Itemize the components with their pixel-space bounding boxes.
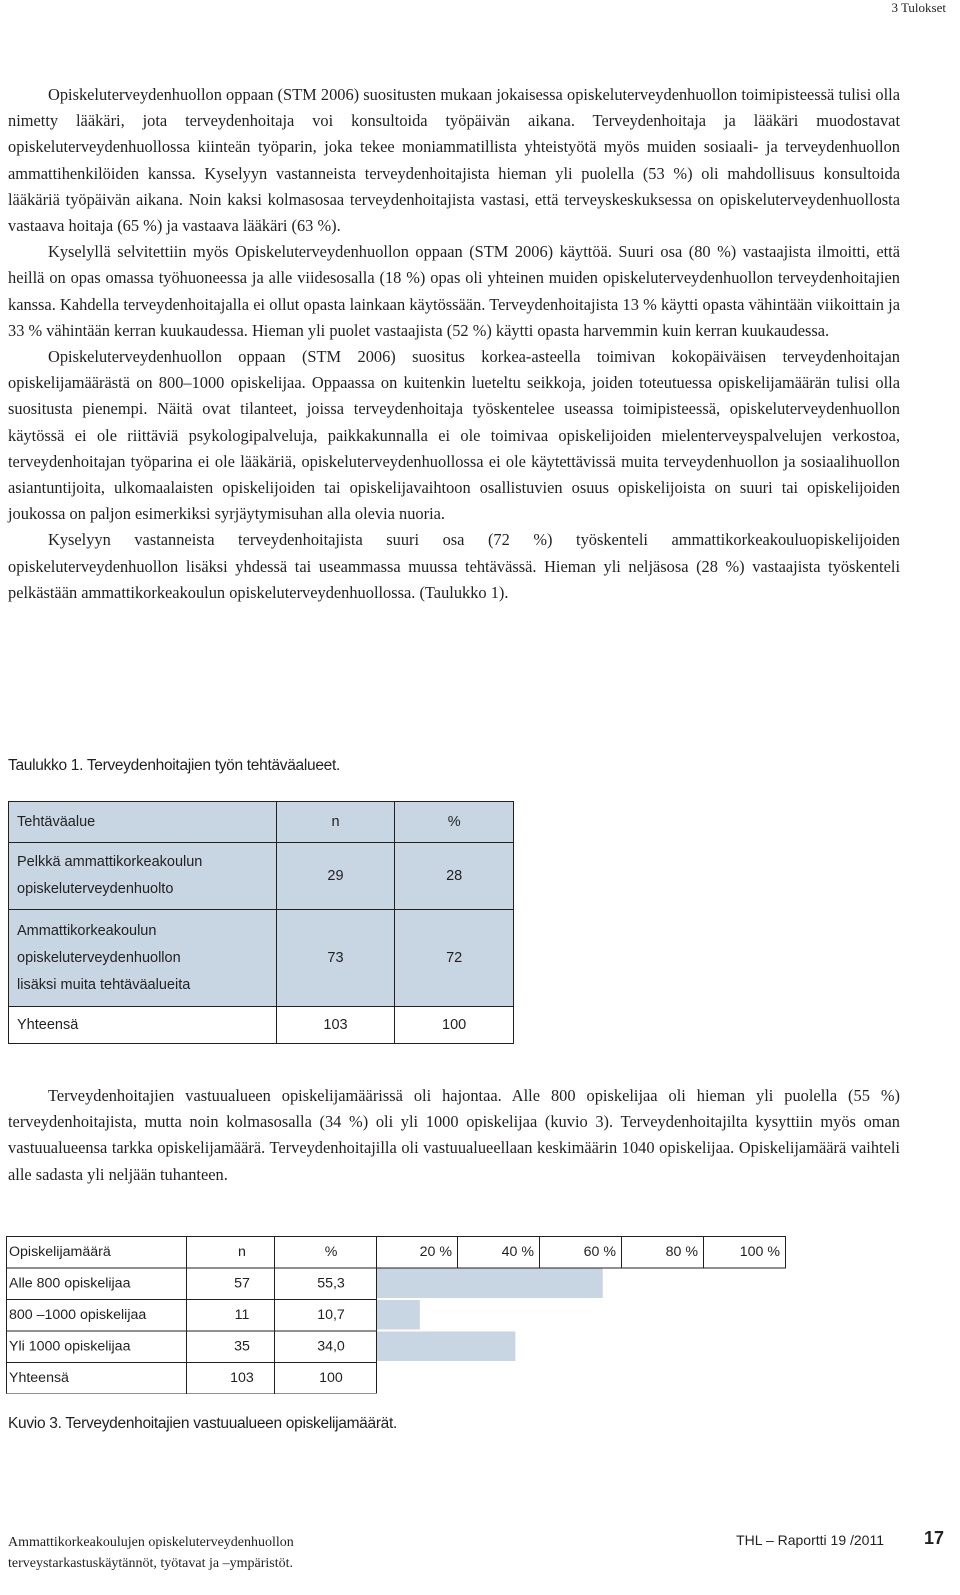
footer-line: Ammattikorkeakoulujen opiskeluterveydenhuollon bbox=[8, 1535, 294, 1550]
row-label-line: Pelkkä ammattikorkeakoulun bbox=[17, 854, 203, 870]
table-caption: Taulukko 1. Terveydenhoitajien työn tehtäväalueet. bbox=[8, 757, 340, 774]
row-label-line: Ammattikorkeakoulun bbox=[17, 922, 157, 939]
chart-svg bbox=[6, 1236, 796, 1394]
row-pct: 34,0 bbox=[317, 1338, 345, 1355]
category-label: 800 –1000 opiskelijaa bbox=[9, 1307, 147, 1323]
row-n: 73 bbox=[276, 910, 395, 1007]
row-pct: 10,7 bbox=[317, 1307, 345, 1323]
total-n: 103 bbox=[276, 1007, 395, 1044]
row-pct: 72 bbox=[395, 910, 514, 1007]
tick-label: 20 % bbox=[419, 1244, 452, 1260]
paragraph: Opiskeluterveydenhuollon oppaan (STM 2006) suositus korkea-asteella toimivan kokopäiväisen terveydenhoitajan opiskelijamäärästä on 800–1000 opiskelijaa. Oppaassa on kuitenkin lueteltu seikkoja, joiden toteutuessa opiskelijamäärän tulisi olla suositusta pienempi. Näitä ovat tilanteet, joissa terveydenhoitaja työskentelee useassa toimipisteessä, opiskeluterveydenhuollon käytössä ei ole riittäviä psykologipalveluja, paikkakunnalla ei ole toimivaa opiskelijoiden mielenterveyspalvelujen verkostoa, terveydenhoitajan työparina ei ole lääkäriä, opiskeluterveydenhuollossa ei ole käytettävissä muita terveydenhuollon ja sosiaalihuollon asiantuntijoita, ulkomaalaisten opiskelijoiden tai opiskelijavaihtoon osallistuvien osuus opiskelijoista on suuri tai opiskelijoiden joukossa on paljon esimerkiksi syrjäytymisuhan alla olevia nuoria. bbox=[8, 347, 900, 524]
row-label bbox=[9, 910, 277, 1007]
row-label-line: opiskeluterveydenhuollon bbox=[17, 949, 181, 966]
figure-caption: Kuvio 3. Terveydenhoitajien vastuualueen opiskelijamäärät. bbox=[8, 1415, 398, 1432]
header-pct: % bbox=[324, 1244, 338, 1260]
tick-label: 100 % bbox=[739, 1244, 780, 1260]
row-n: 35 bbox=[234, 1338, 250, 1355]
total-label: Yhteensä bbox=[9, 1370, 69, 1386]
page-number: 17 bbox=[923, 1528, 944, 1548]
paragraph: Opiskeluterveydenhuollon oppaan (STM 2006) suositusten mukaan jokaisessa opiskeluterveydenhuollon toimipisteessä tulisi olla nimetty lääkäri, jota terveydenhoitaja voi konsultoida työpäivän aikana. Terveydenhoitaja ja lääkäri muodostavat opiskeluterveydenhuollossa kiinteän työparin, joka tekee moniammatillista yhteistyötä myös muiden sosiaali- ja terveydenhuollon ammattihenkilöiden kanssa. Kyselyyn vastanneista terveydenhoitajista hieman yli puolella (53 %) oli mahdollisuus konsultoida lääkäriä työpäivän aikana. Noin kaksi kolmasosaa terveydenhoitajista vastasi, että terveyskeskuksessa on opiskeluterveydenhuollosta vastaava hoitaja (65 %) ja vastaava lääkäri (63 %). bbox=[8, 85, 900, 236]
table-header-row bbox=[9, 802, 514, 843]
running-header: 3 Tulokset bbox=[891, 0, 946, 15]
table-row bbox=[9, 843, 514, 910]
row-n: 11 bbox=[234, 1307, 250, 1323]
header-n: n bbox=[238, 1244, 246, 1260]
body-text-section-2 bbox=[8, 1083, 900, 1188]
total-pct: 100 bbox=[395, 1007, 514, 1044]
footer-left bbox=[8, 1532, 294, 1574]
table-row bbox=[9, 910, 514, 1007]
total-pct: 100 bbox=[319, 1370, 343, 1386]
chart-bar bbox=[376, 1332, 515, 1362]
category-label: Alle 800 opiskelijaa bbox=[9, 1275, 131, 1292]
row-n: 57 bbox=[234, 1275, 250, 1292]
student-count-chart bbox=[6, 1236, 796, 1394]
header-cell-n: n bbox=[276, 802, 395, 843]
header-cell-task-area: Tehtäväalue bbox=[9, 802, 277, 843]
chart-bar bbox=[376, 1269, 603, 1299]
header-label: Opiskelijamäärä bbox=[9, 1244, 111, 1260]
task-area-table bbox=[8, 801, 514, 1044]
footer-line: terveystarkastuskäytännöt, työtavat ja –ympäristöt. bbox=[8, 1556, 293, 1571]
category-label: Yli 1000 opiskelijaa bbox=[9, 1338, 131, 1355]
row-label-line: lisäksi muita tehtäväalueita bbox=[17, 976, 191, 993]
total-n: 103 bbox=[230, 1370, 254, 1386]
table-total-row bbox=[9, 1007, 514, 1044]
row-label bbox=[9, 843, 277, 910]
header-cell-pct: % bbox=[395, 802, 514, 843]
body-text-section-1 bbox=[8, 82, 900, 606]
paragraph: Terveydenhoitajien vastuualueen opiskelijamäärissä oli hajontaa. Alle 800 opiskelijaa oli hieman yli puolella (55 %) terveydenhoitajista, mutta noin kolmasosalla (34 %) oli yli 1000 opiskelijaa (kuvio 3). Terveydenhoitajilta kysyttiin myös oman vastuualueensa tarkka opiskelijamäärä. Terveydenhoitajilla oli vastuualueellaan keskimäärin 1040 opiskelijaa. Opiskelijamäärä vaihteli alle sadasta yli neljään tuhanteen. bbox=[8, 1086, 900, 1184]
row-n: 29 bbox=[276, 843, 395, 910]
paragraph: Kyselyyn vastanneista terveydenhoitajista suuri osa (72 %) työskenteli ammattikorkeakouluopiskelijoiden opiskeluterveydenhuollon lisäksi yhdessä tai useammassa muussa tehtävässä. Hieman yli neljäsosa (28 %) vastaajista työskenteli pelkästään ammattikorkeakoulun opiskeluterveydenhuollossa. (Taulukko 1). bbox=[8, 530, 900, 602]
total-label: Yhteensä bbox=[9, 1007, 277, 1044]
footer-report-id: THL – Raportti 19 /2011 bbox=[736, 1532, 884, 1548]
row-label-line: opiskeluterveydenhuolto bbox=[17, 881, 174, 897]
tick-label: 60 % bbox=[583, 1244, 616, 1260]
tick-label: 40 % bbox=[501, 1244, 534, 1260]
tick-label: 80 % bbox=[665, 1244, 698, 1260]
row-pct: 28 bbox=[395, 843, 514, 910]
chart-bar bbox=[376, 1300, 420, 1330]
row-pct: 55,3 bbox=[317, 1275, 345, 1292]
paragraph: Kyselyllä selvitettiin myös Opiskeluterveydenhuollon oppaan (STM 2006) käyttöä. Suuri osa (80 %) vastaajista ilmoitti, että heillä on opas omassa työhuoneessa ja alle viidesosalla (18 %) opas oli yhteinen muiden opiskeluterveydenhuollon terveydenhoitajien kanssa. Kahdella terveydenhoitajalla ei ollut opasta lainkaan käytössään. Terveydenhoitajista 13 % käytti opasta vähintään viikoittain ja 33 % vähintään kerran kuukaudessa. Hieman yli puolet vastaajista (52 %) käytti opasta harvemmin kuin kerran kuukaudessa. bbox=[8, 242, 900, 340]
